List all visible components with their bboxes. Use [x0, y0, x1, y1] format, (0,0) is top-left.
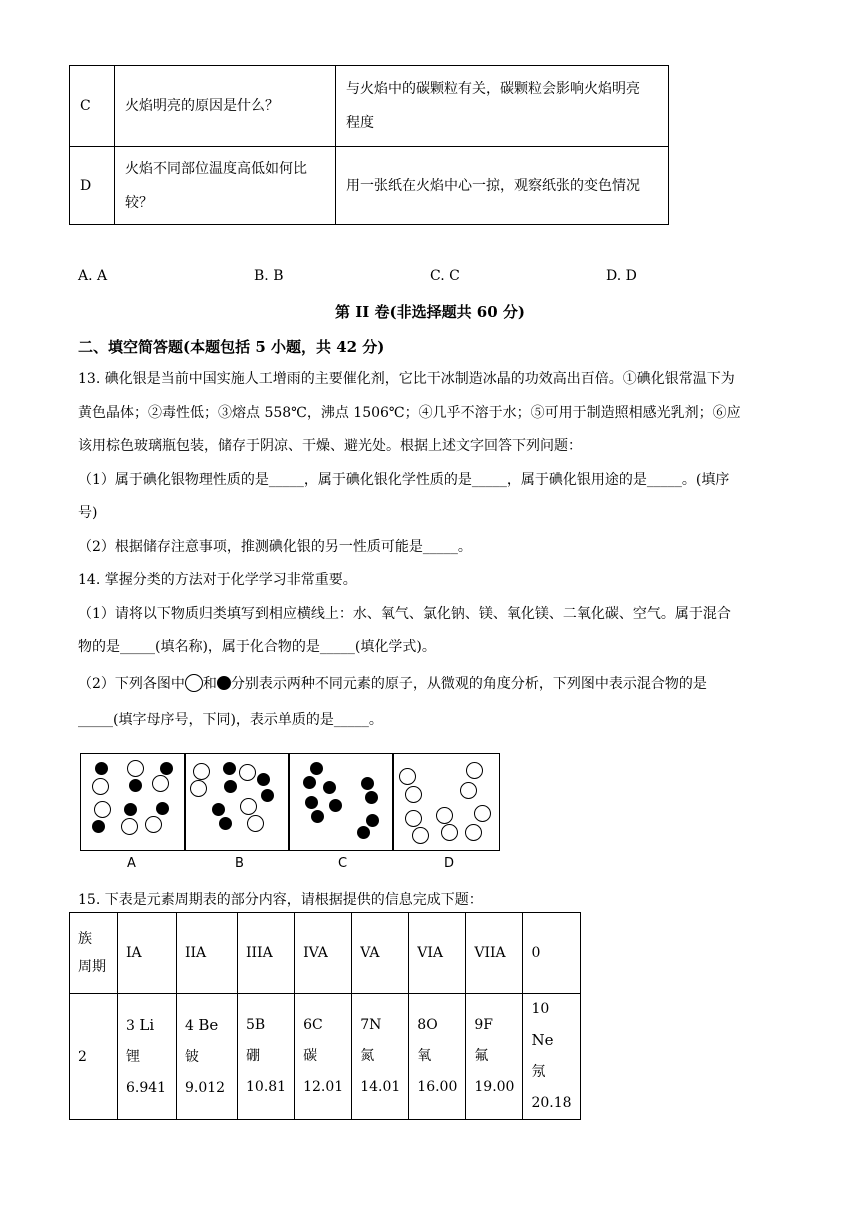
atom-filled — [160, 762, 173, 775]
diagram-label-d: D — [444, 856, 455, 871]
element-cell: 3 Li 锂 6.941 — [118, 994, 177, 1120]
diagram-a — [80, 753, 186, 851]
atom-filled — [156, 802, 169, 815]
atom-open — [94, 801, 111, 818]
question-14: 14. 掌握分类的方法对于化学学习非常重要。 （1）请将以下物质归类填写到相应横线上：水、氧气、氯化钠、镁、氧化镁、二氧化碳、空气。属于混合 物的是_____(填名称)，属于化合物的是_____(填化学式)。 （2）下列各图中 和 分别表示两种不同元素的原子，从微观的角度分析，下列图中表示混合物的是 _____(填字母序号，下同)，表示单质的是_____。 — [78, 572, 731, 728]
atom-open — [405, 786, 422, 803]
part-title: 第 II 卷(非选择题共 60 分) — [335, 303, 525, 321]
filled-circle-icon — [217, 676, 231, 690]
atom-filled — [95, 762, 108, 775]
group-header: VIIA — [466, 913, 523, 994]
atom-filled — [310, 762, 323, 775]
element-cell: 4 Be 铍 9.012 — [177, 994, 238, 1120]
atom-open — [474, 805, 491, 822]
element-cell: 8O 氧 16.00 — [409, 994, 466, 1120]
atom-filled — [224, 780, 237, 793]
atom-open — [240, 798, 257, 815]
atom-filled — [129, 779, 142, 792]
option-question: 火焰不同部位温度高低如何比 较？ — [115, 147, 336, 225]
options-table — [69, 65, 669, 225]
atom-open — [152, 775, 169, 792]
atom-open — [465, 824, 482, 841]
group-header: IVA — [295, 913, 352, 994]
atom-filled — [257, 773, 270, 786]
element-cell: 7N 氮 14.01 — [352, 994, 409, 1120]
atom-filled — [92, 820, 105, 833]
atom-open — [399, 768, 416, 785]
option-letter: D — [70, 147, 115, 225]
diagram-b — [184, 753, 290, 851]
group-header: IA — [118, 913, 177, 994]
diagram-c — [288, 753, 394, 851]
element-cell: 9F 氟 19.00 — [466, 994, 523, 1120]
option-letter: C — [70, 66, 115, 147]
header-corner: 族 周期 — [70, 913, 118, 994]
atom-open — [193, 763, 210, 780]
atom-open — [127, 760, 144, 777]
atom-filled — [212, 803, 225, 816]
section-title: 二、填空简答题(本题包括 5 小题，共 42 分) — [78, 338, 385, 356]
atom-filled — [365, 791, 378, 804]
atom-open — [121, 818, 138, 835]
atom-filled — [223, 762, 236, 775]
atom-open — [239, 764, 256, 781]
atom-filled — [305, 796, 318, 809]
atom-open — [460, 782, 477, 799]
atom-filled — [361, 777, 374, 790]
atom-filled — [124, 803, 137, 816]
atom-filled — [261, 789, 274, 802]
option-answer: 用一张纸在火焰中心一掠，观察纸张的变色情况 — [336, 147, 669, 225]
atom-filled — [323, 781, 336, 794]
atom-open — [466, 762, 483, 779]
diagram-label-a: A — [127, 856, 136, 871]
atom-filled — [219, 817, 232, 830]
atom-open — [145, 816, 162, 833]
atom-filled — [366, 814, 379, 827]
atom-open — [92, 778, 109, 795]
option-d[interactable]: D. D — [606, 268, 637, 284]
element-cell: 5B 硼 10.81 — [238, 994, 295, 1120]
option-question: 火焰明亮的原因是什么？ — [115, 66, 336, 147]
group-header: IIIA — [238, 913, 295, 994]
atom-filled — [311, 810, 324, 823]
atom-open — [190, 780, 207, 797]
atom-filled — [329, 799, 342, 812]
atom-open — [405, 810, 422, 827]
option-c[interactable]: C. C — [430, 268, 460, 284]
question-15: 15. 下表是元素周期表的部分内容，请根据提供的信息完成下题： — [78, 892, 483, 908]
atom-filled — [303, 776, 316, 789]
atom-open — [441, 824, 458, 841]
atom-open — [436, 807, 453, 824]
diagram-label-b: B — [235, 856, 244, 871]
option-answer: 与火焰中的碳颗粒有关，碳颗粒会影响火焰明亮 程度 — [336, 66, 669, 147]
atom-open — [247, 815, 264, 832]
open-circle-icon — [185, 674, 203, 692]
group-header: VIA — [409, 913, 466, 994]
group-header: IIA — [177, 913, 238, 994]
element-cell: 6C 碳 12.01 — [295, 994, 352, 1120]
atom-filled — [357, 826, 370, 839]
question-13: 13. 碘化银是当前中国实施人工增雨的主要催化剂，它比干冰制造冰晶的功效高出百倍。①碘化银常温下为 黄色晶体；②毒性低；③熔点 558℃，沸点 1506℃；④几乎不溶于水；⑤可用于制造照相感光乳剂；⑥应 该用棕色玻璃瓶包装，储存于阴凉、干燥、避光处。根据上述文字回答下列问题： （1）属于碘化银物理性质的是_____，属于碘化银化学性质的是_____，属于碘化银用途的是_____。(填序 号) （2）根据储存注意事项，推测碘化银的另一性质可能是_____。 — [78, 371, 741, 555]
period-label: 2 — [70, 994, 118, 1120]
element-cell: 10 Ne 氖 20.18 — [523, 994, 580, 1120]
atom-open — [412, 827, 429, 844]
diagram-label-c: C — [338, 856, 348, 871]
option-b[interactable]: B. B — [254, 268, 284, 284]
group-header: VA — [352, 913, 409, 994]
periodic-table — [69, 912, 581, 1120]
option-a[interactable]: A. A — [78, 268, 108, 284]
diagram-d — [392, 753, 500, 851]
group-header: 0 — [523, 913, 580, 994]
